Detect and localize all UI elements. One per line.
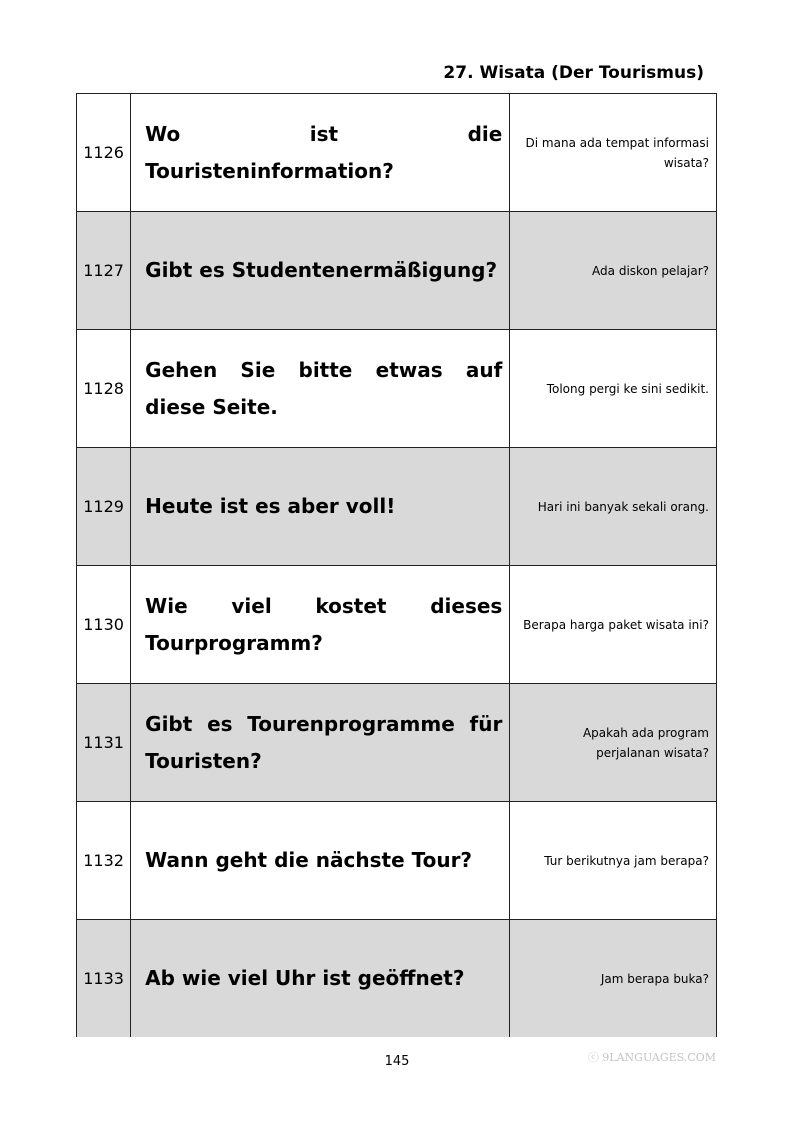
german-phrase: Wann geht die nächste Tour?: [131, 802, 510, 920]
indonesian-translation: Apakah ada program perjalanan wisata?: [510, 684, 717, 802]
indonesian-translation: Berapa harga paket wisata ini?: [510, 566, 717, 684]
german-phrase: Heute ist es aber voll!: [131, 448, 510, 566]
table-row: [77, 94, 717, 212]
phrase-number: 1129: [77, 448, 131, 566]
german-phrase: Gibt es Tourenprogramme für Touristen?: [131, 684, 510, 802]
section-title: 27. Wisata (Der Tourismus): [443, 63, 704, 83]
table-row: [77, 920, 717, 1038]
phrase-number: 1130: [77, 566, 131, 684]
table-row: [77, 802, 717, 920]
table-row: [77, 448, 717, 566]
phrase-number: 1127: [77, 212, 131, 330]
indonesian-translation: Hari ini banyak sekali orang.: [510, 448, 717, 566]
german-phrase: Gehen Sie bitte etwas auf diese Seite.: [131, 330, 510, 448]
indonesian-translation: Jam berapa buka?: [510, 920, 717, 1038]
watermark: ⓒ 9LANGUAGES.COM: [587, 1051, 716, 1064]
indonesian-translation: Di mana ada tempat informasi wisata?: [510, 94, 717, 212]
table-row: [77, 330, 717, 448]
german-phrase: Gibt es Studentenermäßigung?: [131, 212, 510, 330]
page-number: 145: [384, 1054, 410, 1069]
indonesian-translation: Ada diskon pelajar?: [510, 212, 717, 330]
table-row: [77, 684, 717, 802]
phrase-number: 1132: [77, 802, 131, 920]
indonesian-translation: Tur berikutnya jam berapa?: [510, 802, 717, 920]
german-phrase: Ab wie viel Uhr ist geöffnet?: [131, 920, 510, 1038]
phrase-number: 1133: [77, 920, 131, 1038]
phrase-number: 1131: [77, 684, 131, 802]
table-row: [77, 212, 717, 330]
german-phrase: Wie viel kostet dieses Tourprogramm?: [131, 566, 510, 684]
phrase-number: 1126: [77, 94, 131, 212]
table-row: [77, 566, 717, 684]
phrase-table: [76, 93, 717, 1037]
indonesian-translation: Tolong pergi ke sini sedikit.: [510, 330, 717, 448]
phrase-number: 1128: [77, 330, 131, 448]
german-phrase: Wo ist die Touristeninformation?: [131, 94, 510, 212]
